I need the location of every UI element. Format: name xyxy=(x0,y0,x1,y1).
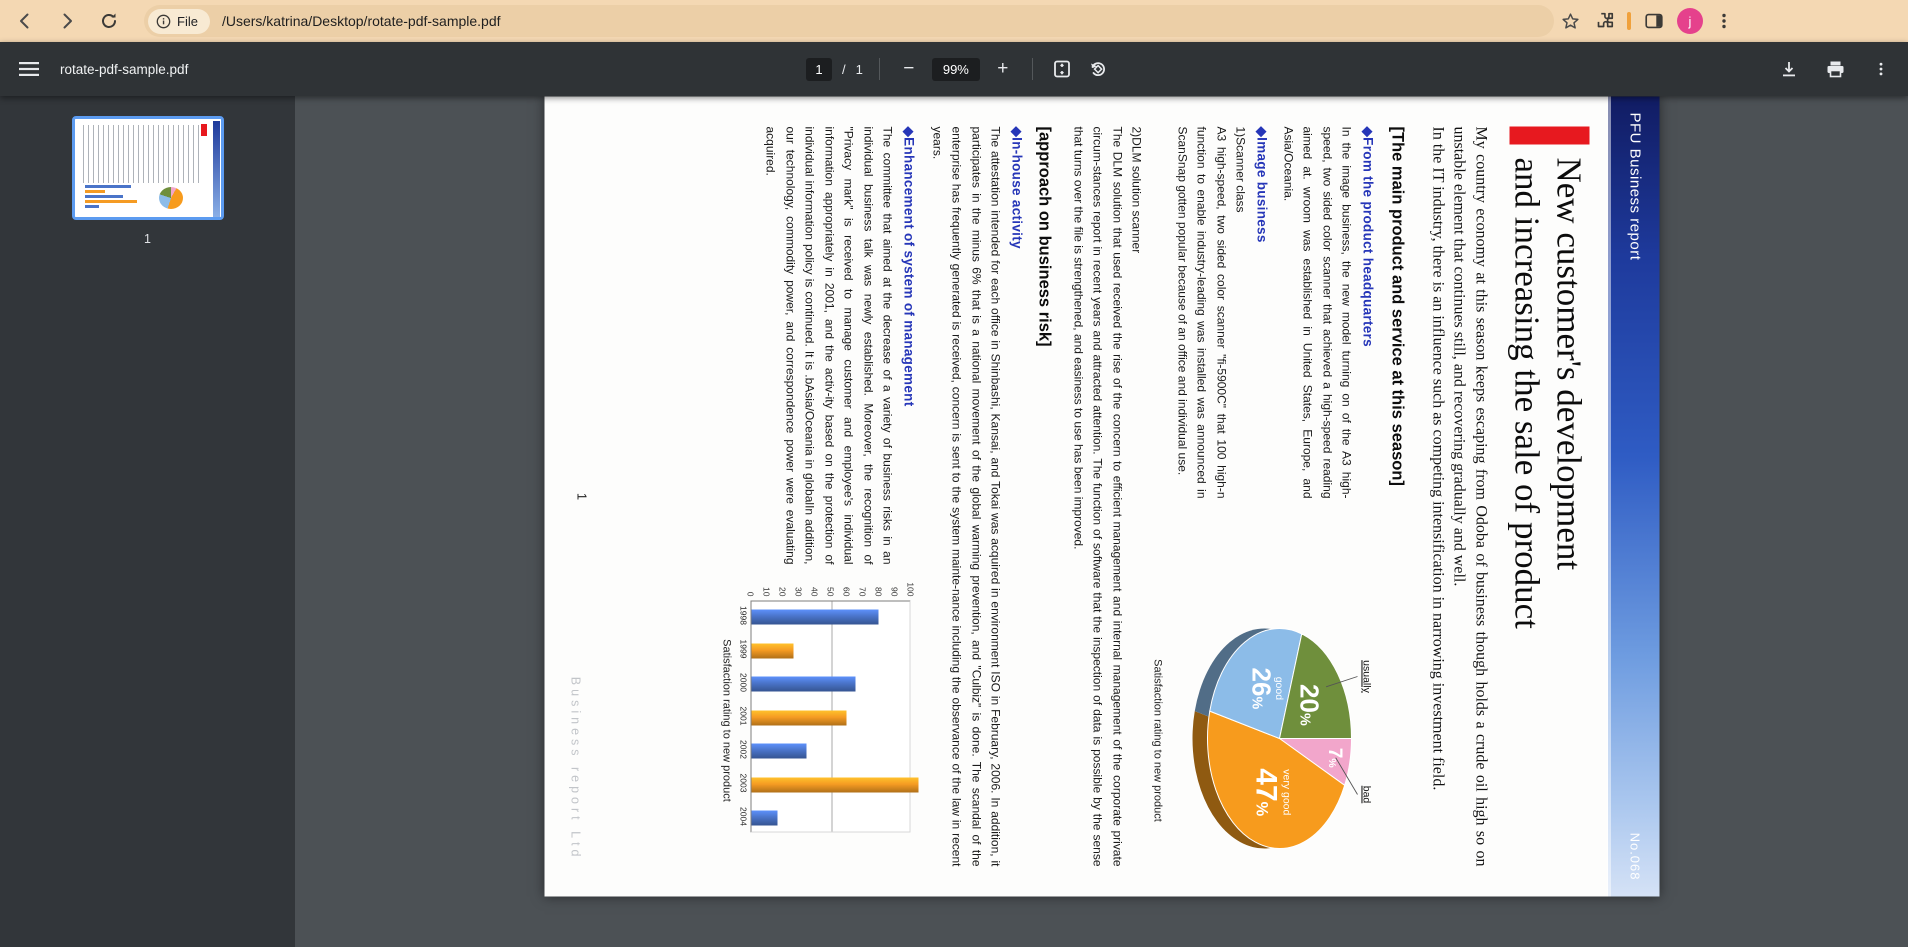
zoom-out-button[interactable]: − xyxy=(903,58,915,79)
extensions-icon[interactable] xyxy=(1593,10,1615,32)
back-icon xyxy=(15,11,35,31)
section-heading-main: [The main product and service at this season] xyxy=(1389,126,1407,486)
in-house-body: The attestation intended for each office in Shinbashi, Kansai, and Tokai was acquired in environment ISO in February, 2006. In addition, it participates in the minus 6% that is a national movement of the global warming prevention, and "Culbiz" is done. The scandal of the enterprise has frequently generated is received, concern is sent to the system mainte-nance including the observance of the law in recent years. xyxy=(930,126,1003,867)
file-scheme-chip[interactable] xyxy=(148,9,210,34)
x-tick-label: 2000 xyxy=(739,673,749,692)
x-tick-label: 2004 xyxy=(739,807,749,826)
browser-toolbar xyxy=(0,0,1908,42)
title-line-2: and increasing the sale of product xyxy=(1507,157,1547,629)
fit-to-page-button[interactable] xyxy=(1049,56,1075,82)
bar-2003 xyxy=(752,777,918,792)
in-house-section xyxy=(927,127,1025,867)
y-tick-label: 90 xyxy=(890,587,900,597)
thumbnail-sidebar xyxy=(0,96,295,947)
subsection-from-product-hq: ◆From the product headquarters xyxy=(1361,126,1376,347)
document-title xyxy=(1506,158,1590,629)
y-tick-label: 50 xyxy=(826,587,836,597)
pdf-page[interactable] xyxy=(545,97,1660,897)
dlm-scanner-body: The DLM solution that used received the rise of the concern to efficient management and internal management of the corporate private circum-stances report in recent years and attracted attention. The function of software that the inspection of data is possible by the sense that turns over the file is strengthened, and easiness to use has been improved. xyxy=(1071,126,1125,867)
forward-button[interactable] xyxy=(50,4,84,38)
from-product-hq-body: In the image business, the new model turning on of the A3 high-speed, two sided color scanner that achieved a high-speed reading aimed at. wroom was established in United States, Europe, and Asia/Oceania. xyxy=(1281,126,1354,499)
bar-chart-caption: Satisfaction rating to new product xyxy=(721,639,733,802)
banner-brand: PFU Business report xyxy=(1626,112,1644,261)
pie-chart-figure xyxy=(1152,615,1376,867)
thumbnail-banner-strip xyxy=(213,121,220,217)
x-tick-label: 2001 xyxy=(739,706,749,726)
intro-paragraph-2: In the IT industry, there is an influence such as competing intensification in narrowing investment field. xyxy=(1429,126,1447,791)
subsection-in-house: ◆In-house activity xyxy=(1010,126,1025,249)
y-tick-label: 0 xyxy=(746,591,756,597)
dlm-scanner-item: 2)DLM solution scanner xyxy=(1130,126,1144,254)
watermark-text: Business report Ltd xyxy=(568,676,583,861)
x-tick-label: 2003 xyxy=(739,773,749,793)
bar-chart-x-axis xyxy=(737,601,751,833)
y-tick-label: 80 xyxy=(874,587,884,597)
pie-chart-svg xyxy=(1168,615,1376,867)
pdf-more-options-button[interactable] xyxy=(1868,56,1894,82)
bar-chart-figure xyxy=(721,575,917,867)
page-number-input[interactable]: 1 xyxy=(806,58,832,81)
reload-button[interactable] xyxy=(92,4,126,38)
profile-avatar[interactable] xyxy=(1677,8,1703,34)
download-icon xyxy=(1780,60,1798,78)
pdf-toolbar xyxy=(0,42,1908,96)
bar-1999 xyxy=(752,643,794,658)
title-line-1: New customer's development xyxy=(1549,157,1589,571)
bar-chart-y-axis xyxy=(746,575,916,601)
browser-menu-icon[interactable] xyxy=(1715,12,1733,30)
address-bar[interactable] xyxy=(144,5,1554,37)
pie-external-label-bad: bad xyxy=(1361,785,1373,804)
page-total: 1 xyxy=(855,61,863,77)
pie-chart xyxy=(1168,615,1376,867)
enhancement-body: The committee that aimed at the decrease of a variety of business risks in an individual business talk was newly established. Moreover, the recognition of "Privacy mark" is received to manage customer and employee's individual information appropriately in 2001, and the activ-ity based on the protection of individual information policy is continued. It is .bAsia/Oceania in globalIn addition, our technology, commodity power, and correspondence power were evaluating acquired. xyxy=(764,126,895,565)
y-tick-label: 60 xyxy=(842,587,852,597)
scanner-class-item: 1)Scanner class xyxy=(1234,126,1248,213)
x-tick-label: 2002 xyxy=(739,740,749,759)
x-tick-label: 1999 xyxy=(739,639,749,659)
url-text[interactable]: /Users/katrina/Desktop/rotate-pdf-sample.pdf xyxy=(221,13,501,29)
bar-chart xyxy=(737,575,916,867)
rotate-button[interactable] xyxy=(1085,56,1111,82)
thumbnail-page-label: 1 xyxy=(144,232,151,246)
intro-paragraph-1: My country economy at this season keeps escaping from Odoba of business though holds a crude oil high so on unstable element that continues still, and recovering gradually and well. xyxy=(1451,126,1490,867)
thumbnail-red-block xyxy=(201,124,207,136)
rotate-counterclockwise-icon xyxy=(1088,59,1108,79)
y-tick-label: 70 xyxy=(858,587,868,597)
toolbar-divider xyxy=(1032,58,1033,80)
intro-paragraphs xyxy=(1427,127,1492,867)
page-banner xyxy=(1608,97,1660,897)
fit-to-page-icon xyxy=(1052,59,1072,79)
y-tick-label: 40 xyxy=(810,587,820,597)
pie-value-label: 20% xyxy=(1295,684,1326,726)
pie-value-label: 7% xyxy=(1324,747,1346,768)
bar-chart-plot-area xyxy=(751,601,911,833)
pdf-filename: rotate-pdf-sample.pdf xyxy=(60,61,189,77)
y-tick-label: 30 xyxy=(794,587,804,597)
sidebar-toggle-button[interactable] xyxy=(16,56,42,82)
avatar-letter: j xyxy=(1688,13,1692,29)
pie-slice-name: good xyxy=(1273,676,1286,701)
enhancement-section xyxy=(721,127,917,565)
x-tick-label: 1998 xyxy=(739,606,749,625)
main-section-text-column xyxy=(1152,127,1376,499)
zoom-in-button[interactable]: + xyxy=(997,58,1009,79)
scanner-class-body: A3 high-speed, two sided color scanner "fi-5900C" that 100 high-n function to enable industry-leading was installed was announced in ScanSnap gotten popular because of an office and individual use. xyxy=(1175,126,1229,499)
pie-external-label-usually: usually xyxy=(1361,660,1373,693)
pie-value-label: 47% xyxy=(1249,768,1283,817)
hamburger-menu-icon xyxy=(19,61,39,77)
subsection-image-business: ◆Image business xyxy=(1255,126,1270,243)
info-icon xyxy=(156,14,171,29)
subsection-enhancement: ◆Enhancement of system of management xyxy=(902,126,917,407)
pie-value-label: 26% xyxy=(1246,667,1277,710)
side-panel-icon[interactable] xyxy=(1643,10,1665,32)
y-tick-label: 10 xyxy=(762,587,772,597)
thumbnail-bars xyxy=(85,185,145,215)
thumbnail-text-lines xyxy=(83,125,201,183)
more-options-icon xyxy=(1873,61,1889,77)
section-heading-risk: [approach on business risk] xyxy=(1036,126,1054,347)
browser-actions xyxy=(1560,8,1733,34)
thumbnail-pie xyxy=(159,187,183,209)
pie-slice-name: very good xyxy=(1280,769,1293,816)
title-red-block xyxy=(1510,127,1590,145)
thumbnail-preview xyxy=(75,119,221,217)
y-tick-label: 20 xyxy=(778,587,788,597)
bookmark-star-icon[interactable] xyxy=(1560,11,1581,32)
page-thumbnail[interactable] xyxy=(72,116,224,220)
bar-2001 xyxy=(752,710,846,725)
download-button[interactable] xyxy=(1776,56,1802,82)
pie-chart-caption: Satisfaction rating to new product xyxy=(1152,659,1164,822)
zoom-level-input[interactable]: 99% xyxy=(932,58,980,81)
pdf-viewer-area xyxy=(0,96,1908,947)
bar-2000 xyxy=(752,677,856,692)
title-block xyxy=(1506,127,1590,869)
print-icon xyxy=(1826,60,1845,78)
reload-icon xyxy=(99,11,119,31)
page-separator: / xyxy=(842,61,846,77)
y-tick-label: 100 xyxy=(906,582,916,597)
bar-2004 xyxy=(752,811,778,826)
bar-2002 xyxy=(752,744,806,759)
print-button[interactable] xyxy=(1822,56,1848,82)
bar-1998 xyxy=(752,610,878,625)
back-button[interactable] xyxy=(8,4,42,38)
forward-icon xyxy=(57,11,77,31)
page-number-footer: 1 xyxy=(574,492,590,501)
pdf-page-container xyxy=(545,96,1660,896)
toolbar-divider xyxy=(879,58,880,80)
dlm-section xyxy=(1068,127,1146,867)
banner-issue: No.068 xyxy=(1627,832,1643,881)
file-chip-label: File xyxy=(177,13,198,29)
pinned-extension-icon[interactable] xyxy=(1627,12,1631,30)
